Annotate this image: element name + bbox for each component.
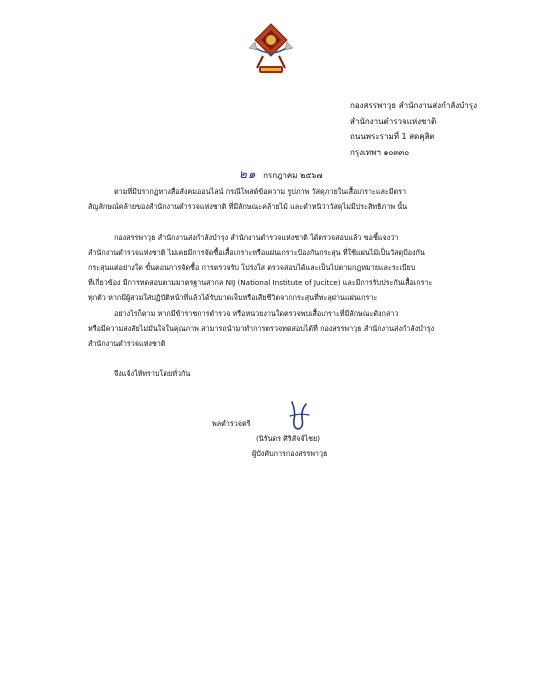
address-line: ถนนพระรามที่ 1 สดคุสิต xyxy=(350,132,435,141)
sender-address xyxy=(350,98,477,160)
text-line: ตามที่มีปรากฏทางสื่อสังคมออนไลน์ กรณีโพสต์ข้อความ รูปภาพ วัสดุภายในเสื้อเกราะและมีตรา xyxy=(114,187,407,196)
text-line: สำนักงานตำรวจแห่งชาติ ไม่เคยมีการจัดซื้อเสื้อเกราะหรือแผ่นเกราะป้องกันกระสุน ที่ใช้แผ่นไม้เป็นวัสดุป้องกัน xyxy=(88,248,425,257)
text-line: กองสรรพาวุธ สำนักงานส่งกำลังบำรุง สำนักงานตำรวจแห่งชาติ ได้ตรวจสอบแล้ว ขอชี้แจงว่า xyxy=(114,233,399,242)
text-line: จึงแจ้งให้ทราบโดยทั่วกัน xyxy=(114,369,191,378)
text-line: กระสุนแต่อย่างใด ขั้นตอนการจัดซื้อ การตรวจรับ โปร่งใส ตรวจสอบได้และเป็นไปตามกฎหมายและระเบียบ xyxy=(88,263,416,272)
text-line: สัญลักษณ์คล้ายของสำนักงานตำรวจแห่งชาติ ที่มีลักษณะคล้ายไม้ และตำหนิว่าวัสดุไม่มีประสิทธิภาพ นั้น xyxy=(88,202,408,211)
paragraph-inspection xyxy=(88,306,488,351)
signature-block xyxy=(212,416,327,461)
address-line: กองสรรพาวุธ สำนักงานส่งกำลังบำรุง xyxy=(350,101,477,110)
police-emblem-logo xyxy=(243,20,299,82)
signer-rank: พลตำรวจตรี xyxy=(212,419,251,428)
date-month-year: กรกฎาคม ๒๕๖๗ xyxy=(263,171,323,180)
paragraph-clarification xyxy=(88,230,488,305)
signer-title: ผู้บังคับการกองสรรพาวุธ xyxy=(252,449,328,458)
text-line: อย่างไรก็ตาม หากมีข้าราชการตำรวจ หรือหน่วยงานใดตรวจพบเสื้อเกราะที่มีลักษณะดังกล่าว xyxy=(114,309,399,318)
paragraph-intro xyxy=(88,184,488,214)
paragraph-closing xyxy=(88,366,488,381)
text-line: ที่เกี่ยวข้อง มีการทดสอบตามมาตรฐานสากล NIJ (National Institute of Jucitce) และมีการรับประกันเสื้อเกราะ xyxy=(88,278,433,287)
text-line: สำนักงานตำรวจแห่งชาติ xyxy=(88,339,166,348)
text-line: ทุกตัว หากมีผู้สวมใส่ปฏิบัติหน้าที่แล้วได้รับบาดเจ็บหรือเสียชีวิตจากกระสุนที่ทะลุผ่านแผ่นเกราะ xyxy=(88,293,378,302)
signer-name: (นิรันดร ศิริสัจจ์ไชย) xyxy=(256,434,321,443)
text-line: หรือมีความสงสัยไม่มั่นใจในคุณภาพ สามารถนำมาทำการตรวจทดสอบได้ที่ กองสรรพาวุธ สำนักงานส่งกำลังบำรุง xyxy=(88,324,435,333)
address-line: กรุงเทพฯ ๑๐๓๓๐ xyxy=(350,147,410,157)
address-line: สำนักงานตำรวจแห่งชาติ xyxy=(350,116,437,126)
handwritten-day: ๒๑ xyxy=(239,167,257,181)
letter-date xyxy=(239,165,323,184)
